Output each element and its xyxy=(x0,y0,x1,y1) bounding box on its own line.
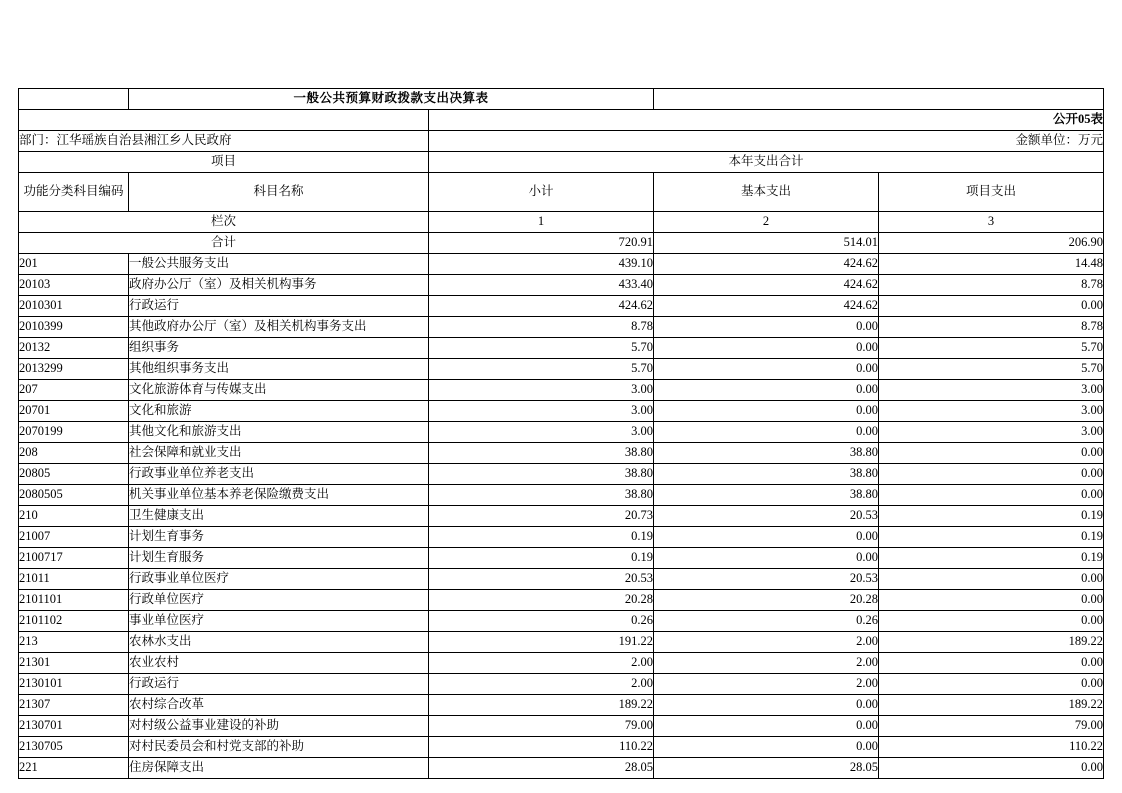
header-col-subtotal: 小计 xyxy=(429,173,654,212)
row-subtotal: 38.80 xyxy=(429,443,654,464)
row-name: 农业农村 xyxy=(129,653,429,674)
table-row xyxy=(19,758,1104,779)
header-year-total-group: 本年支出合计 xyxy=(429,152,1104,173)
table-row xyxy=(19,443,1104,464)
total-row xyxy=(19,233,1104,254)
table-body xyxy=(19,254,1104,779)
table-row xyxy=(19,485,1104,506)
row-project: 0.19 xyxy=(879,527,1104,548)
header-col-num-1: 1 xyxy=(429,212,654,233)
row-code: 2130101 xyxy=(19,674,129,695)
row-name: 文化旅游体育与传媒支出 xyxy=(129,380,429,401)
row-subtotal: 8.78 xyxy=(429,317,654,338)
total-project: 206.90 xyxy=(879,233,1104,254)
table-row xyxy=(19,317,1104,338)
table-row xyxy=(19,401,1104,422)
row-basic: 0.00 xyxy=(654,317,879,338)
row-basic: 20.53 xyxy=(654,569,879,590)
row-code: 20132 xyxy=(19,338,129,359)
row-code: 21011 xyxy=(19,569,129,590)
row-basic: 0.00 xyxy=(654,422,879,443)
title-spacer xyxy=(19,89,129,110)
row-name: 组织事务 xyxy=(129,338,429,359)
total-basic: 514.01 xyxy=(654,233,879,254)
row-code: 210 xyxy=(19,506,129,527)
row-name: 其他政府办公厅（室）及相关机构事务支出 xyxy=(129,317,429,338)
table-row xyxy=(19,737,1104,758)
row-subtotal: 38.80 xyxy=(429,485,654,506)
header-row-label: 栏次 xyxy=(19,212,429,233)
row-basic: 424.62 xyxy=(654,296,879,317)
row-code: 2080505 xyxy=(19,485,129,506)
row-subtotal: 20.73 xyxy=(429,506,654,527)
row-code: 213 xyxy=(19,632,129,653)
row-code: 2010399 xyxy=(19,317,129,338)
row-project: 0.00 xyxy=(879,569,1104,590)
document-page xyxy=(18,88,1104,779)
row-basic: 0.00 xyxy=(654,695,879,716)
row-project: 0.00 xyxy=(879,464,1104,485)
row-subtotal: 3.00 xyxy=(429,422,654,443)
row-code: 221 xyxy=(19,758,129,779)
row-project: 0.00 xyxy=(879,611,1104,632)
row-project: 79.00 xyxy=(879,716,1104,737)
row-code: 2010301 xyxy=(19,296,129,317)
title-row xyxy=(19,89,1104,110)
row-code: 20805 xyxy=(19,464,129,485)
row-basic: 424.62 xyxy=(654,254,879,275)
row-code: 2101101 xyxy=(19,590,129,611)
row-project: 3.00 xyxy=(879,380,1104,401)
row-subtotal: 189.22 xyxy=(429,695,654,716)
row-name: 行政事业单位医疗 xyxy=(129,569,429,590)
row-project: 3.00 xyxy=(879,422,1104,443)
unit-label: 金额单位：万元 xyxy=(429,131,1104,152)
row-subtotal: 439.10 xyxy=(429,254,654,275)
row-code: 21307 xyxy=(19,695,129,716)
budget-expenditure-table xyxy=(18,88,1104,779)
table-row xyxy=(19,716,1104,737)
row-name: 机关事业单位基本养老保险缴费支出 xyxy=(129,485,429,506)
table-row xyxy=(19,506,1104,527)
table-row xyxy=(19,275,1104,296)
row-basic: 38.80 xyxy=(654,443,879,464)
row-name: 计划生育事务 xyxy=(129,527,429,548)
row-name: 社会保障和就业支出 xyxy=(129,443,429,464)
row-subtotal: 110.22 xyxy=(429,737,654,758)
row-code: 2101102 xyxy=(19,611,129,632)
row-basic: 0.00 xyxy=(654,527,879,548)
header-col-num-3: 3 xyxy=(879,212,1104,233)
row-name: 对村级公益事业建设的补助 xyxy=(129,716,429,737)
row-basic: 38.80 xyxy=(654,464,879,485)
table-row xyxy=(19,695,1104,716)
row-code: 21301 xyxy=(19,653,129,674)
row-subtotal: 2.00 xyxy=(429,653,654,674)
row-subtotal: 5.70 xyxy=(429,338,654,359)
row-project: 0.00 xyxy=(879,653,1104,674)
row-project: 8.78 xyxy=(879,275,1104,296)
row-code: 2130705 xyxy=(19,737,129,758)
column-header-row xyxy=(19,173,1104,212)
row-subtotal: 28.05 xyxy=(429,758,654,779)
row-project: 189.22 xyxy=(879,695,1104,716)
row-project: 189.22 xyxy=(879,632,1104,653)
group-header-row xyxy=(19,152,1104,173)
row-name: 事业单位医疗 xyxy=(129,611,429,632)
form-number-row xyxy=(19,110,1104,131)
row-basic: 0.26 xyxy=(654,611,879,632)
department-label: 部门：江华瑶族自治县湘江乡人民政府 xyxy=(19,131,429,152)
row-name: 文化和旅游 xyxy=(129,401,429,422)
row-project: 0.00 xyxy=(879,443,1104,464)
row-name: 其他文化和旅游支出 xyxy=(129,422,429,443)
document-title: 一般公共预算财政拨款支出决算表 xyxy=(129,89,654,110)
row-name: 行政单位医疗 xyxy=(129,590,429,611)
table-row xyxy=(19,611,1104,632)
row-subtotal: 20.53 xyxy=(429,569,654,590)
row-subtotal: 424.62 xyxy=(429,296,654,317)
row-project: 0.00 xyxy=(879,485,1104,506)
department-row xyxy=(19,131,1104,152)
table-row xyxy=(19,380,1104,401)
table-row xyxy=(19,632,1104,653)
row-subtotal: 20.28 xyxy=(429,590,654,611)
row-basic: 28.05 xyxy=(654,758,879,779)
row-project: 0.19 xyxy=(879,548,1104,569)
row-code: 2070199 xyxy=(19,422,129,443)
row-basic: 2.00 xyxy=(654,653,879,674)
row-basic: 424.62 xyxy=(654,275,879,296)
table-row xyxy=(19,296,1104,317)
row-basic: 20.28 xyxy=(654,590,879,611)
row-project: 110.22 xyxy=(879,737,1104,758)
row-subtotal: 0.19 xyxy=(429,527,654,548)
form-number-spacer xyxy=(19,110,429,131)
row-basic: 0.00 xyxy=(654,380,879,401)
title-right-spacer xyxy=(654,89,1104,110)
row-code: 201 xyxy=(19,254,129,275)
row-code: 21007 xyxy=(19,527,129,548)
row-subtotal: 5.70 xyxy=(429,359,654,380)
table-row xyxy=(19,254,1104,275)
row-subtotal: 3.00 xyxy=(429,380,654,401)
row-basic: 0.00 xyxy=(654,716,879,737)
table-row xyxy=(19,464,1104,485)
row-basic: 2.00 xyxy=(654,632,879,653)
row-code: 207 xyxy=(19,380,129,401)
table-row xyxy=(19,422,1104,443)
row-subtotal: 433.40 xyxy=(429,275,654,296)
table-row xyxy=(19,548,1104,569)
row-subtotal: 38.80 xyxy=(429,464,654,485)
row-name: 住房保障支出 xyxy=(129,758,429,779)
row-name: 农林水支出 xyxy=(129,632,429,653)
header-col-num-2: 2 xyxy=(654,212,879,233)
row-subtotal: 0.19 xyxy=(429,548,654,569)
row-code: 208 xyxy=(19,443,129,464)
row-name: 政府办公厅（室）及相关机构事务 xyxy=(129,275,429,296)
row-project: 0.00 xyxy=(879,590,1104,611)
header-project-group: 项目 xyxy=(19,152,429,173)
row-code: 20701 xyxy=(19,401,129,422)
header-col-basic: 基本支出 xyxy=(654,173,879,212)
row-code: 2130701 xyxy=(19,716,129,737)
row-code: 2100717 xyxy=(19,548,129,569)
row-basic: 0.00 xyxy=(654,548,879,569)
header-col-code: 功能分类科目编码 xyxy=(19,173,129,212)
table-row xyxy=(19,653,1104,674)
table-row xyxy=(19,590,1104,611)
form-number: 公开05表 xyxy=(429,110,1104,131)
row-name: 一般公共服务支出 xyxy=(129,254,429,275)
row-code: 2013299 xyxy=(19,359,129,380)
row-code: 20103 xyxy=(19,275,129,296)
row-name: 计划生育服务 xyxy=(129,548,429,569)
total-label: 合计 xyxy=(19,233,429,254)
row-project: 0.00 xyxy=(879,296,1104,317)
header-col-project: 项目支出 xyxy=(879,173,1104,212)
row-name: 农村综合改革 xyxy=(129,695,429,716)
row-basic: 0.00 xyxy=(654,359,879,380)
row-project: 5.70 xyxy=(879,359,1104,380)
row-project: 0.19 xyxy=(879,506,1104,527)
table-row xyxy=(19,527,1104,548)
table-row xyxy=(19,569,1104,590)
row-project: 0.00 xyxy=(879,758,1104,779)
row-basic: 20.53 xyxy=(654,506,879,527)
row-subtotal: 191.22 xyxy=(429,632,654,653)
row-name: 行政运行 xyxy=(129,296,429,317)
row-project: 3.00 xyxy=(879,401,1104,422)
column-number-row xyxy=(19,212,1104,233)
row-project: 5.70 xyxy=(879,338,1104,359)
row-basic: 0.00 xyxy=(654,737,879,758)
table-row xyxy=(19,359,1104,380)
row-project: 14.48 xyxy=(879,254,1104,275)
row-basic: 2.00 xyxy=(654,674,879,695)
row-project: 0.00 xyxy=(879,674,1104,695)
header-col-name: 科目名称 xyxy=(129,173,429,212)
row-basic: 0.00 xyxy=(654,401,879,422)
row-name: 行政事业单位养老支出 xyxy=(129,464,429,485)
row-name: 行政运行 xyxy=(129,674,429,695)
table-row xyxy=(19,338,1104,359)
row-subtotal: 2.00 xyxy=(429,674,654,695)
row-name: 其他组织事务支出 xyxy=(129,359,429,380)
row-basic: 0.00 xyxy=(654,338,879,359)
row-subtotal: 0.26 xyxy=(429,611,654,632)
row-subtotal: 79.00 xyxy=(429,716,654,737)
row-name: 对村民委员会和村党支部的补助 xyxy=(129,737,429,758)
total-subtotal: 720.91 xyxy=(429,233,654,254)
row-name: 卫生健康支出 xyxy=(129,506,429,527)
row-project: 8.78 xyxy=(879,317,1104,338)
row-subtotal: 3.00 xyxy=(429,401,654,422)
row-basic: 38.80 xyxy=(654,485,879,506)
table-row xyxy=(19,674,1104,695)
